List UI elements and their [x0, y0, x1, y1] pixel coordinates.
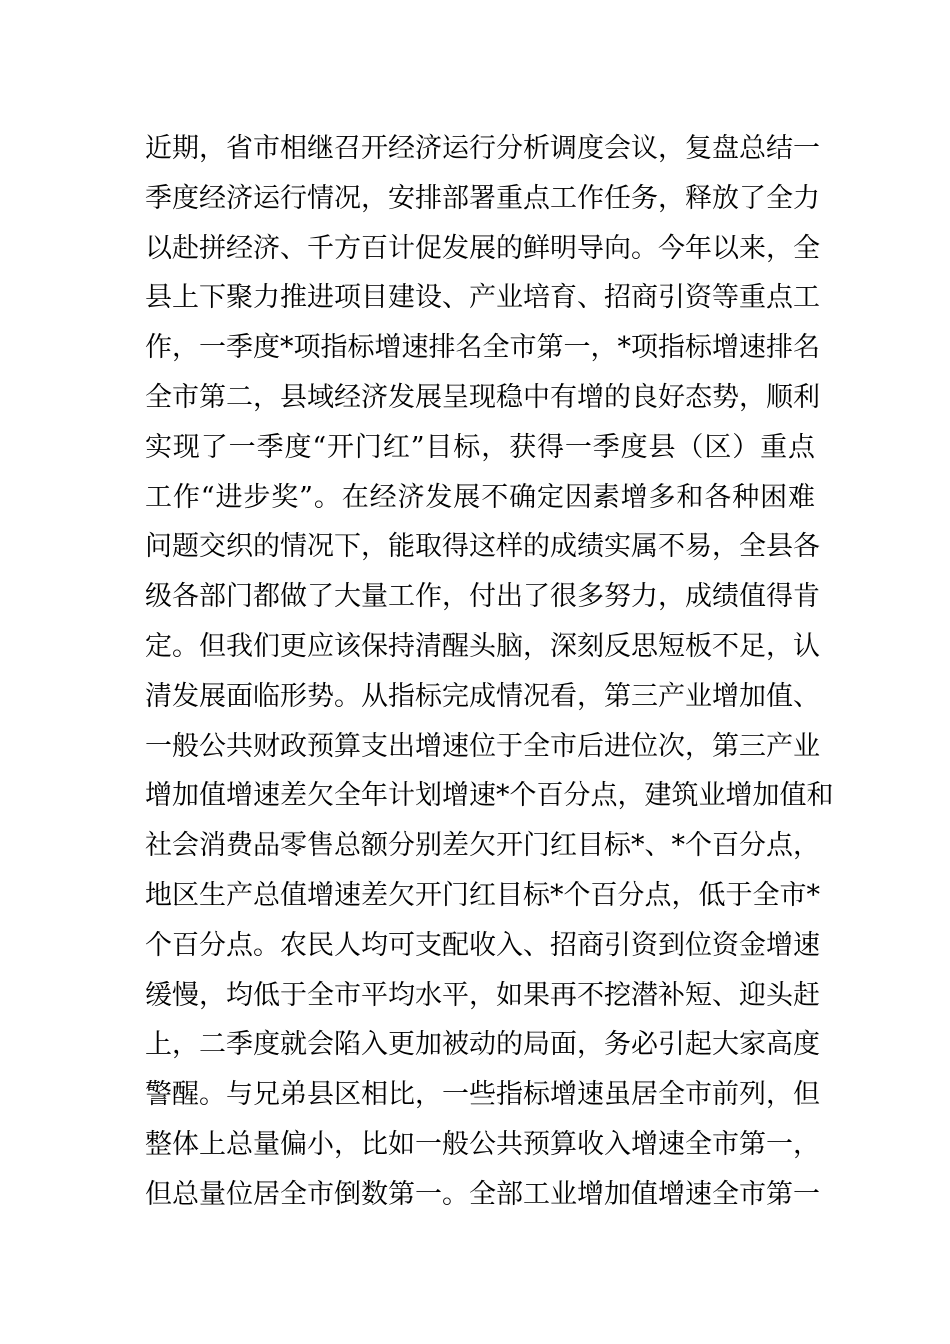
body-paragraph: [145, 124, 834, 1220]
text-line-14: 增加值增速差欠全年计划增速*个百分点，建筑业增加值和: [145, 780, 834, 812]
text-line-21: 整体上总量偏小，比如一般公共预算收入增速全市第一，: [145, 1128, 820, 1160]
text-line-19: 上，二季度就会陷入更加被动的局面，务必引起大家高度: [145, 1029, 820, 1061]
text-line-18: 缓慢，均低于全市平均水平，如果再不挖潜补短、迎头赶: [145, 979, 820, 1011]
text-line-4: 县上下聚力推进项目建设、产业培育、招商引资等重点工: [145, 282, 820, 314]
text-line-13: 一般公共财政预算支出增速位于全市后进位次，第三产业: [145, 730, 820, 762]
text-line-8: 工作“进步奖”。在经济发展不确定因素增多和各种困难: [145, 481, 815, 513]
text-line-5: 作，一季度*项指标增速排名全市第一，*项指标增速排名: [145, 332, 820, 364]
text-line-1: 近期，省市相继召开经济运行分析调度会议，复盘总结一: [145, 133, 820, 164]
text-line-2: 季度经济运行情况，安排部署重点工作任务，释放了全力: [145, 182, 820, 214]
text-line-15: 社会消费品零售总额分别差欠开门红目标*、*个百分点，: [145, 830, 820, 862]
text-line-16: 地区生产总值增速差欠开门红目标*个百分点，低于全市*: [145, 879, 820, 911]
text-line-17: 个百分点。农民人均可支配收入、招商引资到位资金增速: [145, 929, 820, 961]
text-line-3: 以赴拼经济、千方百计促发展的鲜明导向。今年以来，全: [145, 232, 820, 264]
text-line-22: 但总量位居全市倒数第一。全部工业增加值增速全市第一: [145, 1178, 820, 1210]
text-line-9: 问题交织的情况下，能取得这样的成绩实属不易，全县各: [145, 531, 820, 563]
text-line-11: 定。但我们更应该保持清醒头脑，深刻反思短板不足，认: [145, 630, 820, 662]
text-line-10: 级各部门都做了大量工作，付出了很多努力，成绩值得肯: [145, 581, 820, 613]
text-line-20: 警醒。与兄弟县区相比，一些指标增速虽居全市前列，但: [145, 1079, 820, 1111]
text-line-7: 实现了一季度“开门红”目标，获得一季度县（区）重点: [145, 431, 815, 463]
text-line-6: 全市第二，县域经济发展呈现稳中有增的良好态势，顺利: [145, 381, 820, 413]
text-line-12: 清发展面临形势。从指标完成情况看，第三产业增加值、: [145, 680, 820, 712]
